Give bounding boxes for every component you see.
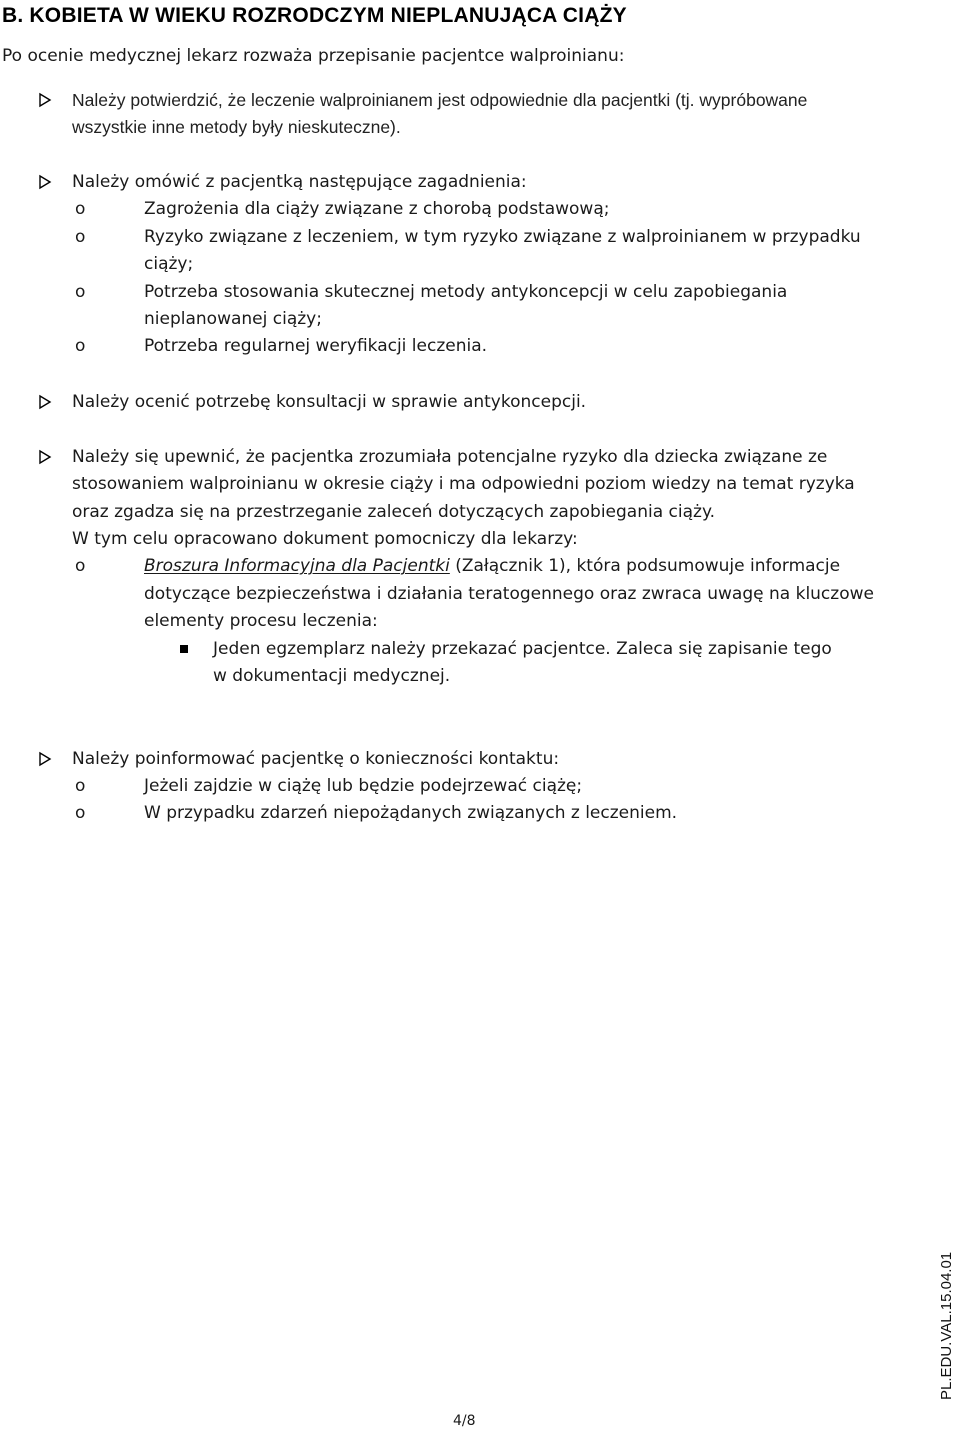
- circle-bullet-icon: o: [75, 776, 86, 796]
- sub-item-text: elementy procesu leczenia:: [144, 611, 378, 631]
- section-heading: B. KOBIETA W WIEKU ROZRODCZYM NIEPLANUJĄCA CIĄŻY: [2, 4, 627, 27]
- sub-item-text: Ryzyko związane z leczeniem, w tym ryzyko związane z walproinianem w przypadku: [144, 227, 861, 247]
- list-item-text: Należy się upewnić, że pacjentka zrozumiała potencjalne ryzyko dla dziecka związane ze: [72, 447, 828, 467]
- list-item-text: W tym celu opracowano dokument pomocniczy dla lekarzy:: [72, 529, 578, 549]
- list-item-text: wszystkie inne metody były nieskuteczne).: [72, 117, 401, 137]
- circle-bullet-icon: o: [75, 336, 86, 356]
- sub-item-text: ciąży;: [144, 254, 194, 274]
- list-item-text: Należy omówić z pacjentką następujące zagadnienia:: [72, 172, 527, 192]
- nested-item-text: w dokumentacji medycznej.: [213, 666, 451, 686]
- sub-item-text: dotyczące bezpieczeństwa i działania teratogennego oraz zwraca uwagę na kluczowe: [144, 584, 874, 604]
- arrowhead-bullet-icon: [38, 447, 52, 467]
- sub-item-text: nieplanowanej ciąży;: [144, 309, 322, 329]
- circle-bullet-icon: o: [75, 227, 86, 247]
- square-bullet-icon: [180, 645, 188, 653]
- sub-item-text: Zagrożenia dla ciąży związane z chorobą podstawową;: [144, 199, 610, 219]
- sub-item-text: W przypadku zdarzeń niepożądanych związanych z leczeniem.: [144, 803, 678, 823]
- sub-item-text: Potrzeba regularnej weryfikacji leczenia.: [144, 336, 488, 356]
- nested-item-text: Jeden egzemplarz należy przekazać pacjentce. Zaleca się zapisanie tego: [213, 639, 832, 659]
- sub-item-text-rest: (Załącznik 1), która podsumowuje informacje: [449, 556, 841, 576]
- sub-item-text: Potrzeba stosowania skutecznej metody antykoncepcji w celu zapobiegania: [144, 282, 788, 302]
- list-item-text: Należy poinformować pacjentkę o konieczności kontaktu:: [72, 749, 560, 769]
- arrowhead-bullet-icon: [38, 90, 52, 110]
- list-item-text: Należy potwierdzić, że leczenie walproinianem jest odpowiednie dla pacjentki (tj. wypróbowane: [72, 90, 808, 110]
- circle-bullet-icon: o: [75, 282, 86, 302]
- document-title-link[interactable]: Broszura Informacyjna dla Pacjentki: [144, 556, 450, 576]
- list-item-text: oraz zgadza się na przestrzeganie zaleceń dotyczących zapobiegania ciąży.: [72, 502, 715, 522]
- list-item-text: Należy ocenić potrzebę konsultacji w sprawie antykoncepcji.: [72, 392, 587, 412]
- sub-item-text: [144, 556, 840, 576]
- list-item-text: stosowaniem walproinianu w okresie ciąży i ma odpowiedni poziom wiedzy na temat ryzyka: [72, 474, 855, 494]
- document-code: PL.EDU.VAL.15.04.01: [938, 1251, 955, 1400]
- circle-bullet-icon: o: [75, 199, 86, 219]
- arrowhead-bullet-icon: [38, 392, 52, 412]
- circle-bullet-icon: o: [75, 556, 86, 576]
- intro-paragraph: Po ocenie medycznej lekarz rozważa przepisanie pacjentce walproinianu:: [2, 46, 625, 66]
- arrowhead-bullet-icon: [38, 749, 52, 769]
- circle-bullet-icon: o: [75, 803, 86, 823]
- sub-item-text: Jeżeli zajdzie w ciążę lub będzie podejrzewać ciążę;: [144, 776, 583, 796]
- arrowhead-bullet-icon: [38, 172, 52, 192]
- page-number: 4/8: [453, 1413, 476, 1429]
